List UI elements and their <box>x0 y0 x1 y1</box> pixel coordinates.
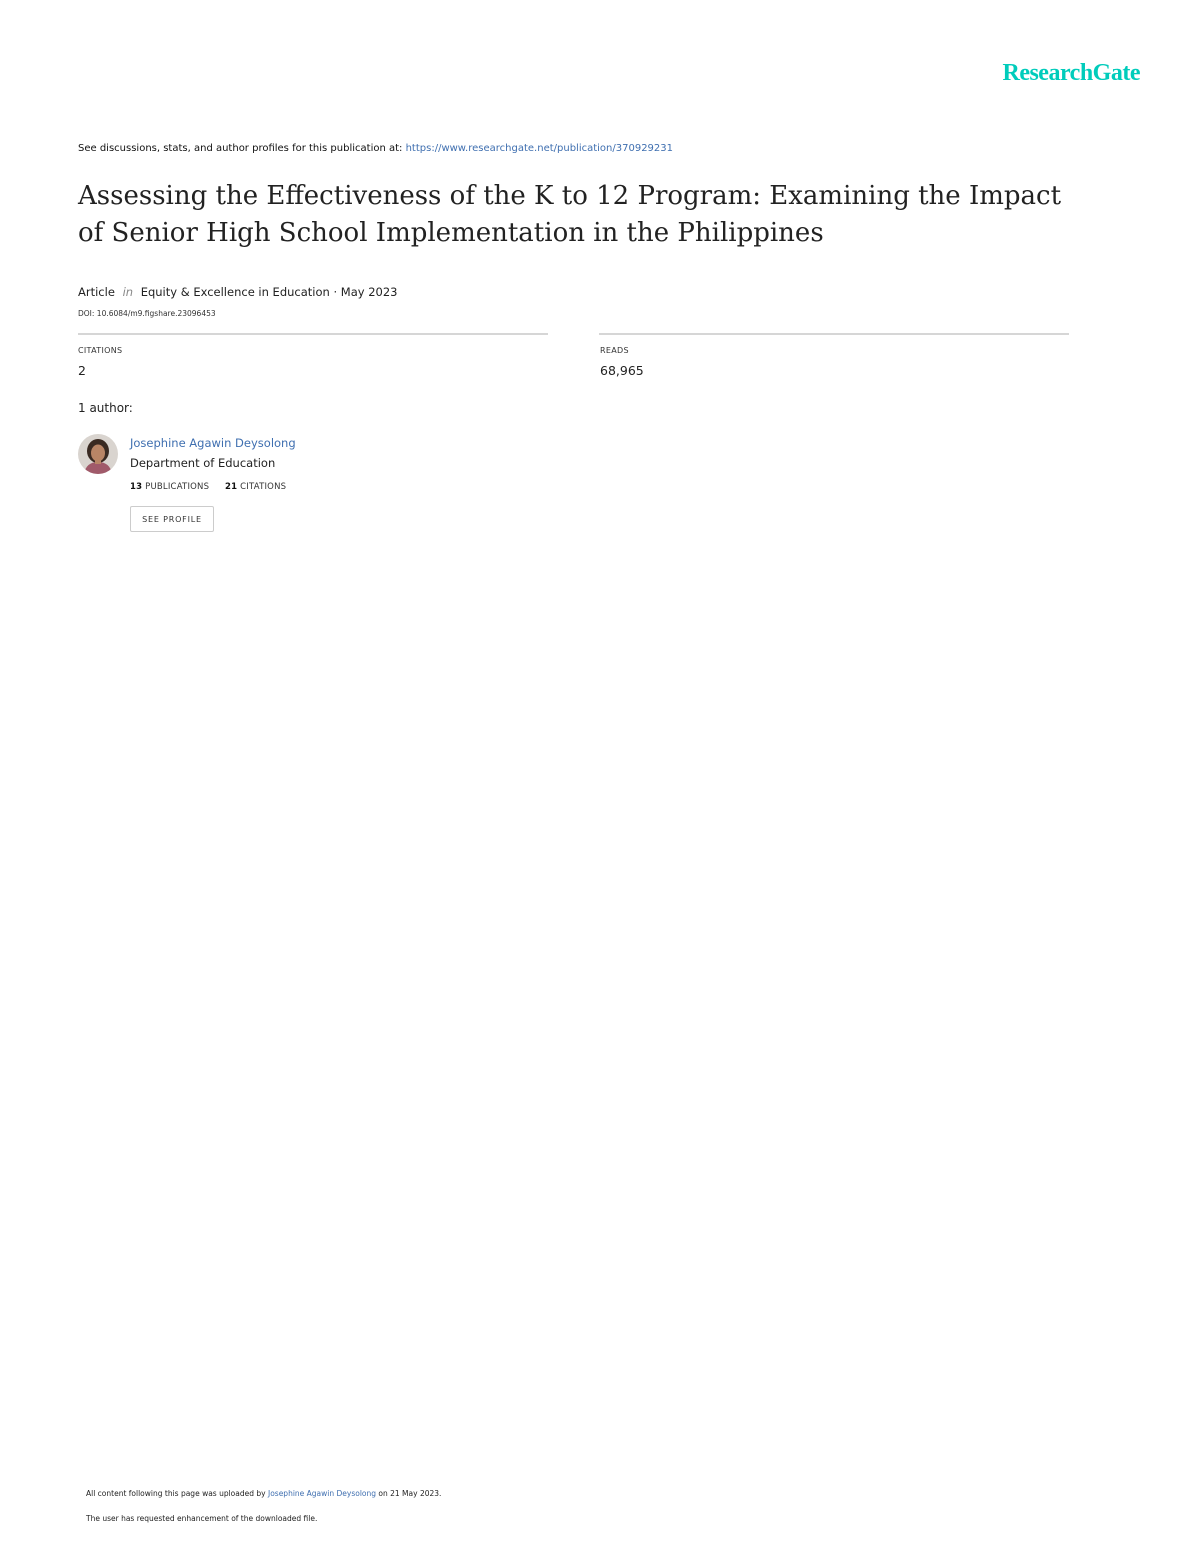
journal-name: Equity & Excellence in Education <box>140 285 330 299</box>
author-institution: Department of Education <box>130 456 276 470</box>
publication-meta <box>78 285 398 299</box>
citations-label: CITATIONS <box>78 346 123 355</box>
divider-reads <box>599 333 1069 335</box>
reads-label: READS <box>600 346 629 355</box>
author-publications-label: PUBLICATIONS <box>145 482 210 492</box>
uploader-link[interactable]: Josephine Agawin Deysolong <box>267 1489 377 1498</box>
date-separator: · <box>333 285 338 299</box>
enhancement-note: The user has requested enhancement of the downloaded file. <box>86 1514 318 1523</box>
upload-suffix: on 21 May 2023. <box>378 1489 442 1498</box>
author-avatar[interactable] <box>78 434 118 474</box>
author-name-link[interactable]: Josephine Agawin Deysolong <box>130 436 296 450</box>
article-type: Article <box>78 285 115 299</box>
discussion-note <box>78 143 673 154</box>
author-citations-count: 21 <box>225 482 238 492</box>
in-word: in <box>122 285 134 299</box>
researchgate-logo[interactable]: ResearchGate <box>1002 60 1140 86</box>
see-profile-button[interactable]: SEE PROFILE <box>130 506 214 532</box>
author-photo-icon <box>78 434 118 474</box>
author-publications-count: 13 <box>130 482 143 492</box>
doi: DOI: 10.6084/m9.figshare.23096453 <box>78 309 216 318</box>
upload-note <box>86 1489 441 1498</box>
citations-value: 2 <box>78 363 86 378</box>
publication-link[interactable]: https://www.researchgate.net/publication/370929231 <box>405 143 674 154</box>
upload-prefix: All content following this page was uploaded by <box>86 1489 266 1498</box>
authors-count: 1 author: <box>78 401 133 415</box>
divider-citations <box>78 333 548 335</box>
author-stats <box>130 482 286 492</box>
publication-date: May 2023 <box>340 285 398 299</box>
discussion-prefix: See discussions, stats, and author profiles for this publication at: <box>78 143 403 154</box>
paper-title: Assessing the Effectiveness of the K to 12 Program: Examining the Impact of Senior High School Implementation in the Philippines <box>78 181 1062 248</box>
reads-value: 68,965 <box>600 363 644 378</box>
author-citations-label: CITATIONS <box>240 482 287 492</box>
